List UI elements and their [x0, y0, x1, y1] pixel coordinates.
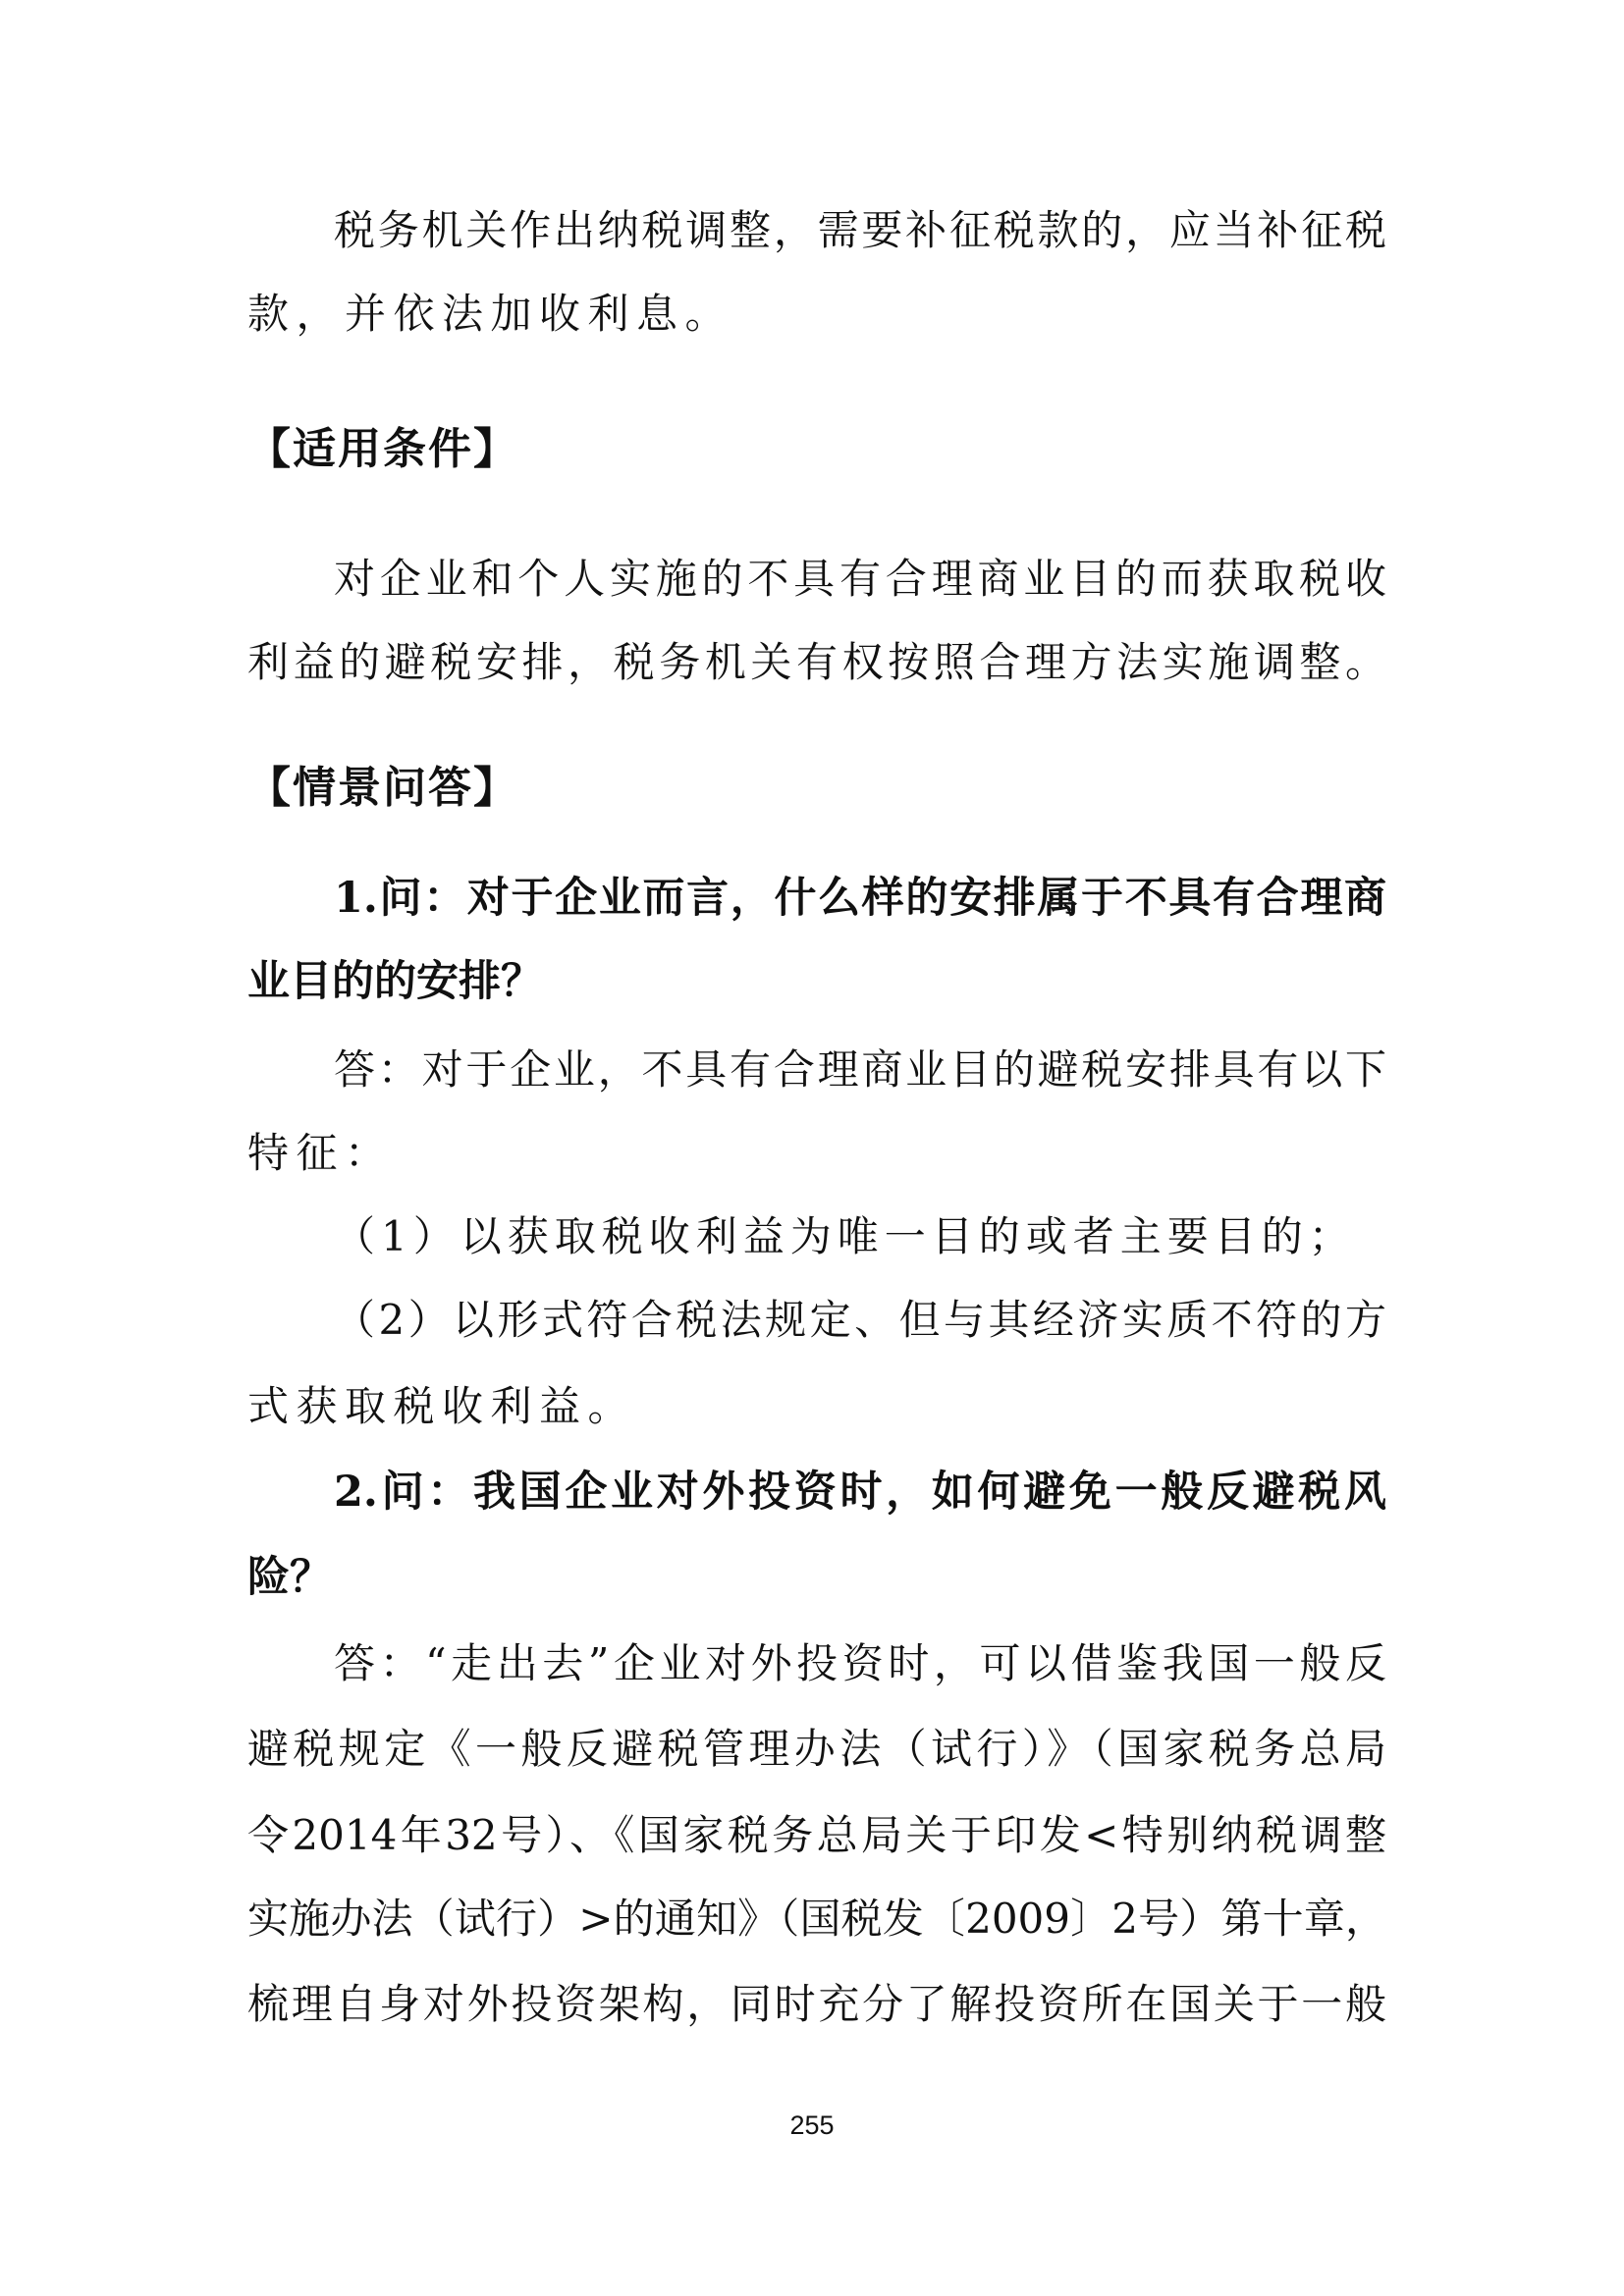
question-line: 1.问：对于企业而言，什么样的安排属于不具有合理商 — [334, 874, 1386, 923]
paragraph-line: 税务机关作出纳税调整，需要补征税款的，应当补征税 — [334, 206, 1386, 254]
answer-line: 避税规定《一般反避税管理办法（试行）》（国家税务总局 — [247, 1725, 1386, 1773]
section-heading-qa: 【情景问答】 — [247, 763, 518, 813]
question-line: 2.问：我国企业对外投资时，如何避免一般反避税风 — [334, 1468, 1386, 1517]
answer-line: 答：对于企业，不具有合理商业目的避税安排具有以下 — [334, 1045, 1386, 1094]
answer-list-item: （1）以获取税收利益为唯一目的或者主要目的； — [334, 1212, 1356, 1260]
paragraph-line: 对企业和个人实施的不具有合理商业目的而获取税收 — [334, 555, 1386, 603]
paragraph-line: 款，并依法加收利息。 — [247, 290, 734, 338]
answer-list-item: 式获取税收利益。 — [247, 1382, 637, 1430]
answer-line: 梳理自身对外投资架构，同时充分了解投资所在国关于一般 — [247, 1980, 1386, 2028]
answer-line: 实施办法（试行）>的通知》（国税发〔2009〕2号）第十章， — [247, 1895, 1386, 1943]
answer-line: 答：“走出去”企业对外投资时，可以借鉴我国一般反 — [334, 1639, 1386, 1687]
answer-line: 令2014年32号）、《国家税务总局关于印发<特别纳税调整 — [247, 1811, 1386, 1859]
paragraph-line: 利益的避税安排，税务机关有权按照合理方法实施调整。 — [247, 638, 1386, 686]
question-line: 业目的的安排？ — [247, 957, 543, 1006]
answer-line: 特征： — [247, 1129, 394, 1177]
section-heading-conditions: 【适用条件】 — [247, 424, 518, 474]
answer-list-item: （2）以形式符合税法规定、但与其经济实质不符的方 — [334, 1296, 1386, 1344]
page-number: 255 — [789, 2110, 835, 2140]
question-line: 险？ — [247, 1553, 332, 1602]
